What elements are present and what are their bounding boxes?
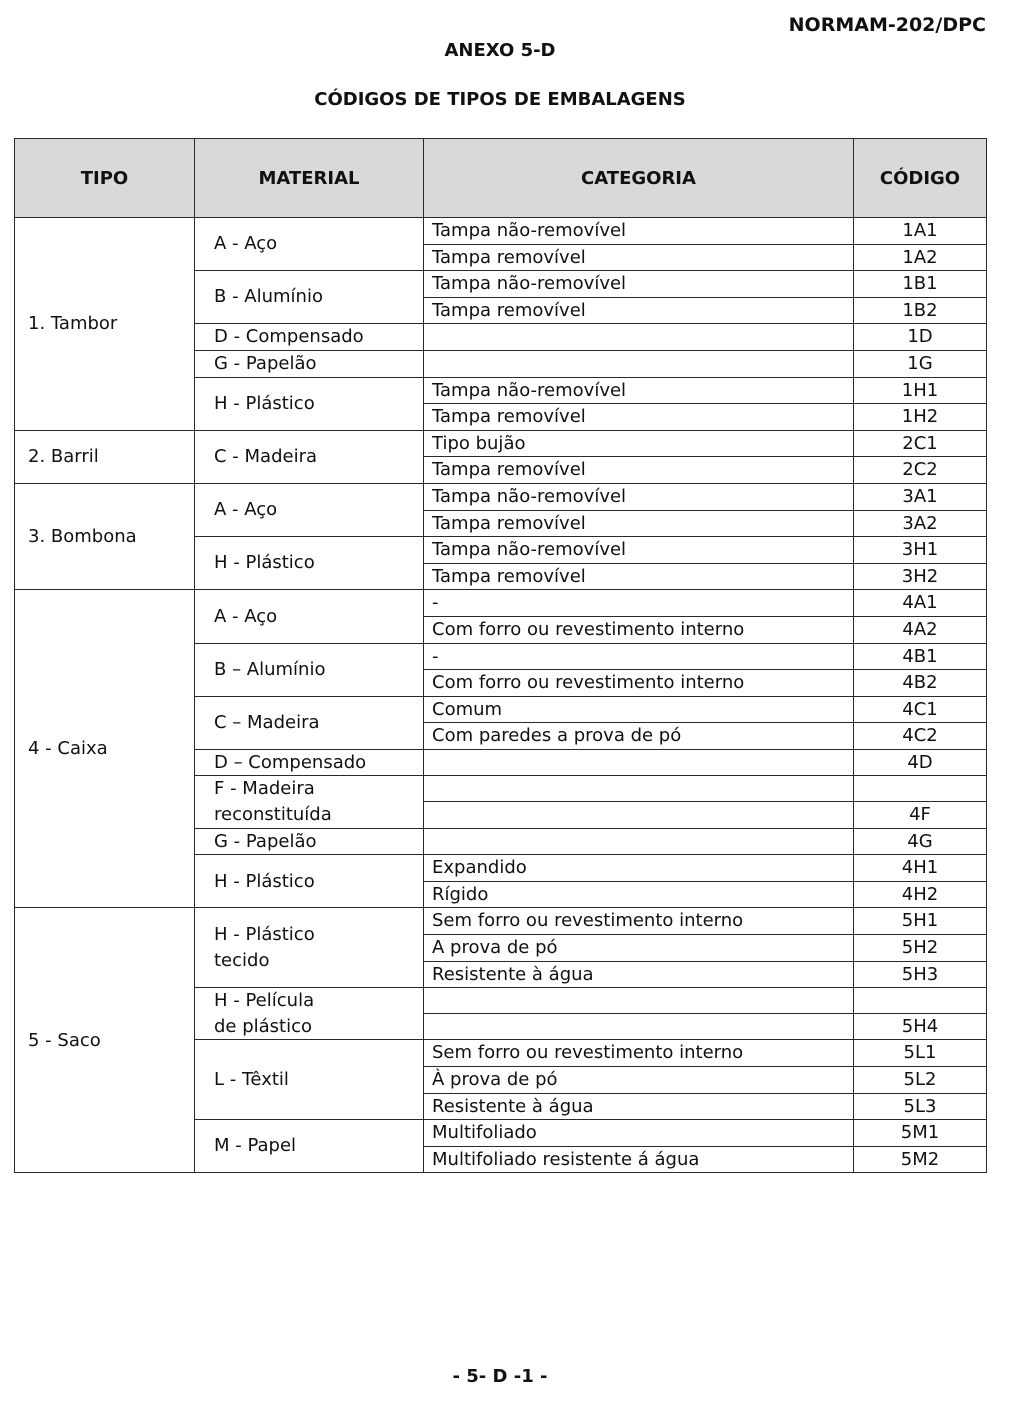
categoria-cell: Tampa removível [424, 510, 854, 537]
categoria-cell: Tampa não-removível [424, 483, 854, 510]
codigo-cell: 1A1 [854, 218, 987, 245]
categoria-cell: Expandido [424, 855, 854, 882]
column-header-categoria: CATEGORIA [424, 139, 854, 218]
material-text: M - Papel [214, 1135, 297, 1157]
material-cell [195, 1040, 424, 1120]
table-row [15, 483, 987, 510]
codigo-cell: 5H2 [854, 935, 987, 962]
codigo-cell: 1B2 [854, 297, 987, 324]
packaging-codes-table [14, 138, 987, 1173]
material-text: D - Compensado [214, 326, 364, 348]
codigo-cell: 4H2 [854, 881, 987, 908]
codigo-cell: 5L1 [854, 1040, 987, 1067]
material-text: G - Papelão [214, 352, 317, 374]
codigo-cell: 4A2 [854, 616, 987, 643]
categoria-cell: Rígido [424, 881, 854, 908]
column-header-codigo: CÓDIGO [854, 139, 987, 218]
table-row [15, 218, 987, 245]
categoria-cell: Multifoliado resistente á água [424, 1146, 854, 1173]
table-body [15, 218, 987, 1173]
material-text: D – Compensado [214, 751, 367, 773]
material-cell [195, 350, 424, 377]
codigo-cell: 3A1 [854, 483, 987, 510]
material-cell [195, 377, 424, 430]
codigo-cell: 3H2 [854, 563, 987, 590]
codigo-cell: 5H4 [854, 1013, 987, 1040]
column-header-material: MATERIAL [195, 139, 424, 218]
material-cell [195, 271, 424, 324]
codigo-cell: 3A2 [854, 510, 987, 537]
categoria-cell: Tampa não-removível [424, 377, 854, 404]
material-text: H - Película [214, 990, 315, 1012]
categoria-cell: Com paredes a prova de pó [424, 723, 854, 750]
material-cell [195, 430, 424, 483]
tipo-cell: 4 - Caixa [15, 590, 195, 908]
material-text: F - Madeira [214, 778, 315, 800]
codigo-cell: 4C1 [854, 696, 987, 723]
categoria-cell: A prova de pó [424, 935, 854, 962]
material-cell [195, 776, 424, 828]
page-number: - 5- D -1 - [452, 1366, 548, 1387]
categoria-cell: Tampa removível [424, 404, 854, 431]
annex-heading: ANEXO 5-D [444, 40, 556, 61]
categoria-cell [424, 1013, 854, 1040]
categoria-cell: Tampa removível [424, 244, 854, 271]
tipo-cell: 3. Bombona [15, 483, 195, 589]
codigo-cell: 1H2 [854, 404, 987, 431]
categoria-cell [424, 828, 854, 855]
material-cell [195, 988, 424, 1040]
document-reference: NORMAM-202/DPC [788, 14, 986, 36]
categoria-cell [424, 988, 854, 1014]
table-row [15, 908, 987, 935]
categoria-cell [424, 350, 854, 377]
material-cell [195, 908, 424, 988]
codigo-cell [854, 776, 987, 802]
material-text: H - Plástico [214, 924, 315, 946]
categoria-cell: Tampa removível [424, 297, 854, 324]
table-row [15, 590, 987, 617]
material-text: de plástico [214, 1015, 313, 1037]
categoria-cell: Sem forro ou revestimento interno [424, 1040, 854, 1067]
codigo-cell: 4B1 [854, 643, 987, 670]
material-cell [195, 483, 424, 536]
codigo-cell: 4D [854, 749, 987, 776]
tipo-cell: 2. Barril [15, 430, 195, 483]
codigo-cell: 1H1 [854, 377, 987, 404]
codigo-cell: 5L2 [854, 1067, 987, 1094]
material-text: H - Plástico [214, 552, 315, 574]
material-cell [195, 696, 424, 749]
categoria-cell [424, 324, 854, 351]
codigo-cell: 2C2 [854, 457, 987, 484]
codigo-cell: 3H1 [854, 537, 987, 564]
categoria-cell: - [424, 590, 854, 617]
material-text: A - Aço [214, 233, 278, 255]
material-cell [195, 1120, 424, 1173]
table-row [15, 430, 987, 457]
material-text: G - Papelão [214, 830, 317, 852]
categoria-cell: Com forro ou revestimento interno [424, 616, 854, 643]
column-header-tipo: TIPO [15, 139, 195, 218]
categoria-cell: Tampa removível [424, 563, 854, 590]
codigo-cell: 4G [854, 828, 987, 855]
material-text: B - Alumínio [214, 286, 323, 308]
codigo-cell: 2C1 [854, 430, 987, 457]
categoria-cell [424, 749, 854, 776]
categoria-cell: Tipo bujão [424, 430, 854, 457]
material-text: H - Plástico [214, 392, 315, 414]
categoria-cell: Tampa não-removível [424, 218, 854, 245]
material-cell [195, 590, 424, 643]
codigo-cell: 1G [854, 350, 987, 377]
categoria-cell: À prova de pó [424, 1067, 854, 1094]
material-cell [195, 828, 424, 855]
codigo-cell: 4H1 [854, 855, 987, 882]
material-cell [195, 218, 424, 271]
codigo-cell: 4F [854, 802, 987, 829]
codigo-cell: 5H3 [854, 961, 987, 988]
codigo-cell: 5H1 [854, 908, 987, 935]
codigo-cell: 4C2 [854, 723, 987, 750]
material-text: A - Aço [214, 499, 278, 521]
categoria-cell: Tampa não-removível [424, 537, 854, 564]
codigo-cell: 4A1 [854, 590, 987, 617]
codigo-cell: 1A2 [854, 244, 987, 271]
material-cell [195, 324, 424, 351]
categoria-cell: Comum [424, 696, 854, 723]
material-text: A - Aço [214, 605, 278, 627]
categoria-cell: Resistente à água [424, 961, 854, 988]
tipo-cell: 5 - Saco [15, 908, 195, 1173]
material-text: L - Têxtil [214, 1069, 289, 1090]
codigo-cell: 5M1 [854, 1120, 987, 1147]
material-cell [195, 855, 424, 908]
categoria-cell: Sem forro ou revestimento interno [424, 908, 854, 935]
categoria-cell: Multifoliado [424, 1120, 854, 1147]
categoria-cell: Tampa removível [424, 457, 854, 484]
material-text: tecido [214, 949, 270, 971]
categoria-cell: Com forro ou revestimento interno [424, 670, 854, 697]
codigo-cell: 1B1 [854, 271, 987, 298]
categoria-cell [424, 776, 854, 802]
categoria-cell: - [424, 643, 854, 670]
codigo-cell: 1D [854, 324, 987, 351]
table-header-row [15, 139, 987, 218]
codigo-cell: 5M2 [854, 1146, 987, 1173]
material-cell [195, 537, 424, 590]
codigo-cell: 4B2 [854, 670, 987, 697]
material-text: reconstituída [214, 804, 332, 826]
material-text: H - Plástico [214, 870, 315, 892]
material-text: B – Alumínio [214, 658, 326, 680]
tipo-cell: 1. Tambor [15, 218, 195, 431]
categoria-cell: Resistente à água [424, 1093, 854, 1120]
codigo-cell: 5L3 [854, 1093, 987, 1120]
codigo-cell [854, 988, 987, 1014]
categoria-cell: Tampa não-removível [424, 271, 854, 298]
material-text: C - Madeira [214, 446, 317, 468]
material-cell [195, 749, 424, 776]
material-text: C – Madeira [214, 711, 320, 733]
categoria-cell [424, 802, 854, 829]
document-title: CÓDIGOS DE TIPOS DE EMBALAGENS [314, 89, 686, 110]
material-cell [195, 643, 424, 696]
